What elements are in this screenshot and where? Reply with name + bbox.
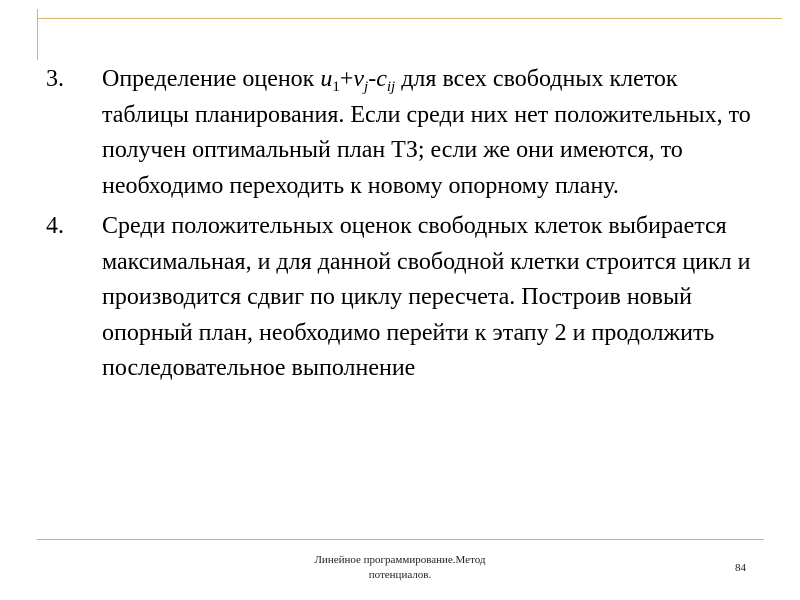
footer-line-1: Линейное программирование.Метод (314, 554, 486, 566)
list-item-4 (46, 209, 766, 387)
footer-title (250, 553, 550, 583)
list-item-lead-text: Определение оценок (102, 66, 321, 92)
top-decorative-rule (37, 18, 782, 19)
bottom-decorative-rule (37, 539, 764, 540)
formula (320, 66, 396, 95)
formula-u: u (320, 66, 333, 92)
formula-v: v (353, 66, 365, 92)
list-item-number: 3. (46, 66, 64, 92)
formula-c: c (376, 66, 387, 92)
footer-line-2: потенциалов. (368, 569, 432, 581)
formula-minus: - (368, 66, 377, 92)
formula-v-subscript: j (364, 79, 369, 95)
list-item-3 (46, 62, 766, 204)
formula-c-subscript: ij (386, 79, 396, 95)
list-item-text: Среди положительных оценок свободных клеток выбирается максимальная, и для данной свободной клетки строится цикл и производится сдвиг по циклу пересчета. Построив новый опорный план, необходимо перейти к этапу 2 и продолжить последовательное выполнение (102, 213, 751, 381)
list-item-rest-text: для всех свободных клеток таблицы планирования. Если среди них нет положительных, то получен оптимальный план ТЗ; если же они имеются, то необходимо переходить к новому опорному плану. (102, 66, 751, 199)
formula-u-subscript: 1 (332, 79, 340, 95)
page-number: 84 (735, 562, 746, 574)
list-item-number: 4. (46, 213, 64, 239)
left-decorative-rule (37, 9, 38, 60)
formula-plus: + (339, 66, 354, 92)
slide-body (46, 62, 766, 392)
